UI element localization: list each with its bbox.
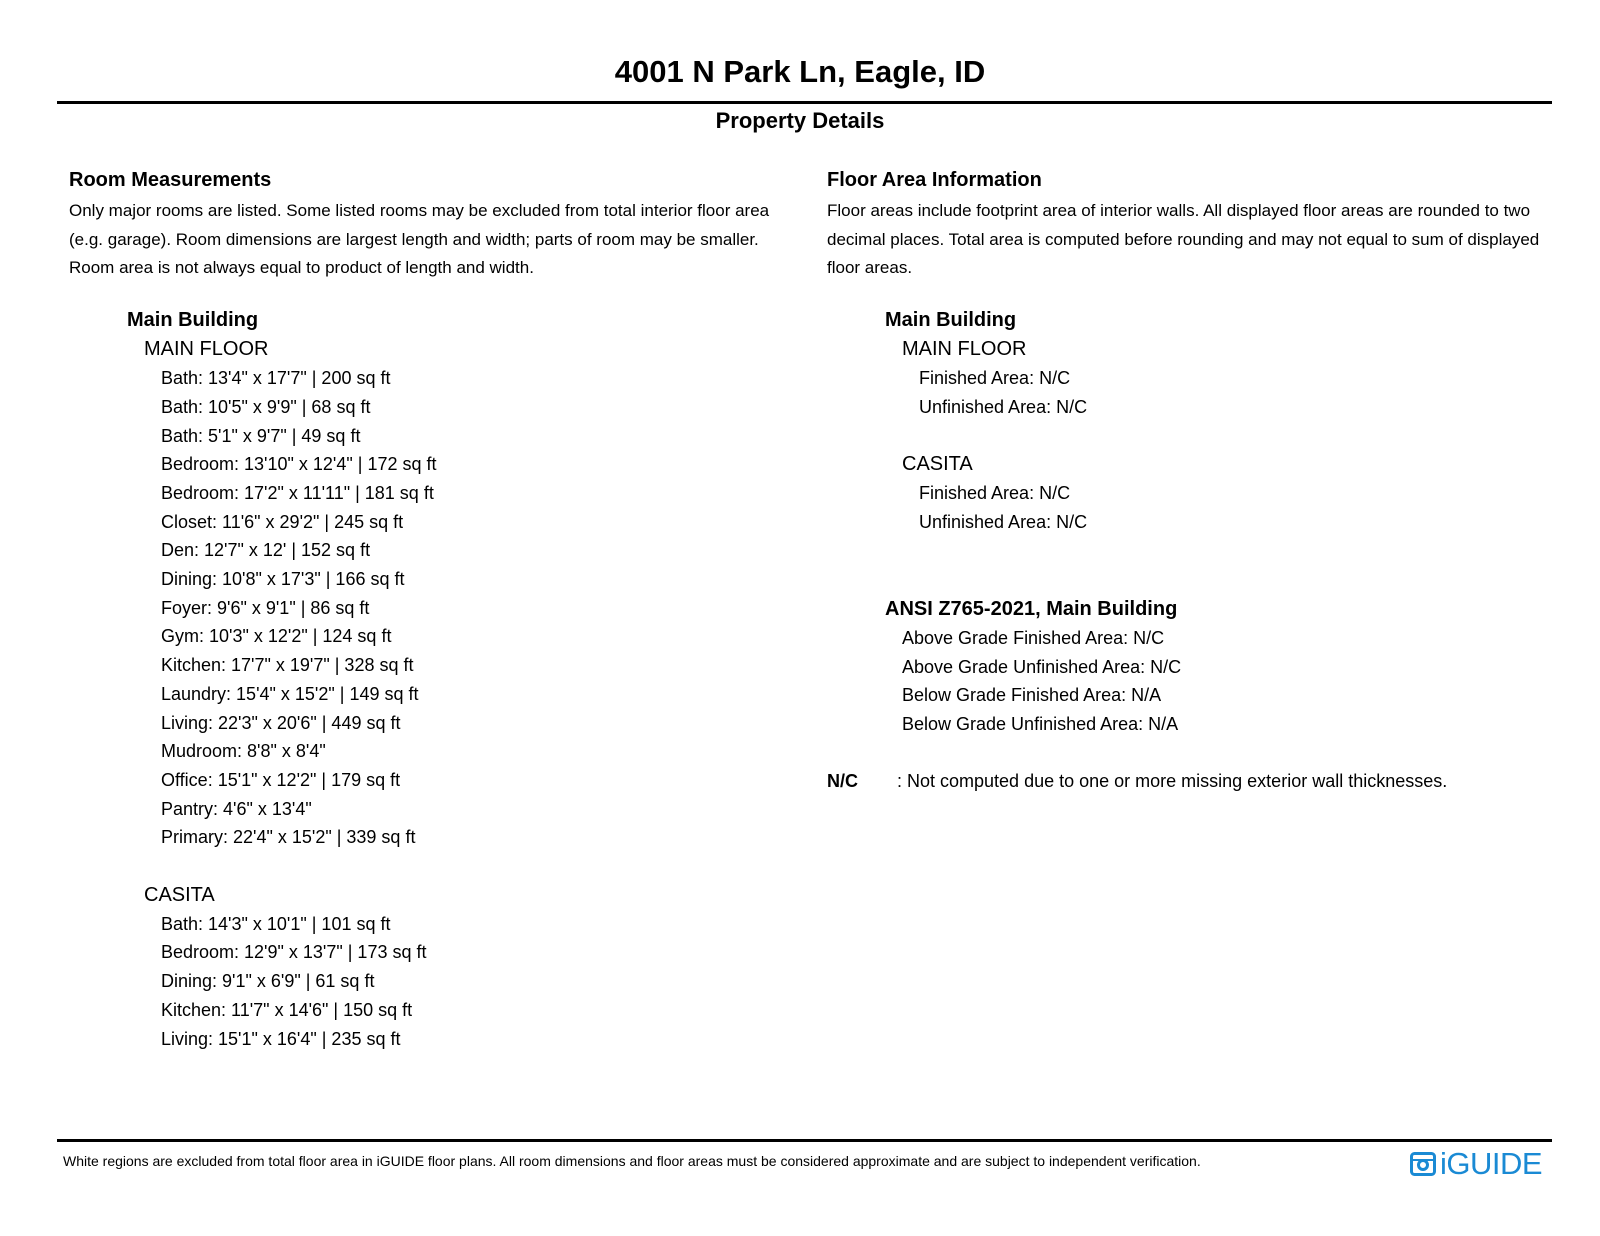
footer-divider [57,1139,1552,1142]
floor-area-description [827,197,1567,283]
room-list-main-floor [69,364,789,852]
description-line: Only major rooms are listed. Some listed rooms may be excluded from total interior floor area [69,201,770,220]
spacer [69,852,789,881]
spacer [827,422,1567,451]
header-divider [57,101,1552,104]
nc-footnote-key: N/C [827,771,858,792]
floor-heading-main-floor: MAIN FLOOR [902,338,1027,361]
description-line: Floor areas include footprint area of interior walls. All displayed floor areas are rounded to two [827,201,1531,220]
building-heading: Main Building [885,309,1017,332]
ansi-row: Above Grade Finished Area: N/C [902,627,1165,648]
room-row: Foyer: 9'6" x 9'1" | 86 sq ft [161,597,370,618]
room-row: Laundry: 15'4" x 15'2" | 149 sq ft [161,683,419,704]
room-measurements-heading: Room Measurements [69,169,272,191]
room-row: Office: 15'1" x 12'2" | 179 sq ft [161,769,401,790]
iguide-logo [1410,1148,1542,1180]
finished-area: Finished Area: N/C [919,483,1071,504]
spacer [827,565,1567,594]
room-row: Bath: 14'3" x 10'1" | 101 sq ft [161,913,391,934]
room-row: Den: 12'7" x 12' | 152 sq ft [161,540,371,561]
room-row: Mudroom: 8'8" x 8'4" [161,741,326,762]
description-line: (e.g. garage). Room dimensions are largest length and width; parts of room may be smaller. [69,229,759,249]
unfinished-area: Unfinished Area: N/C [919,511,1088,532]
room-row: Dining: 10'8" x 17'3" | 166 sq ft [161,569,405,590]
room-row: Bath: 13'4" x 17'7" | 200 sq ft [161,368,391,389]
room-row: Living: 22'3" x 20'6" | 449 sq ft [161,712,401,733]
room-row: Dining: 9'1" x 6'9" | 61 sq ft [161,971,375,992]
room-row: Bedroom: 13'10" x 12'4" | 172 sq ft [161,454,437,475]
building-heading: Main Building [127,309,259,332]
footer-disclaimer: White regions are excluded from total floor area in iGUIDE floor plans. All room dimensions and floor areas must be considered approximate and are subject to independent verification. [63,1153,1201,1169]
spacer [827,537,1567,566]
room-row: Living: 15'1" x 16'4" | 235 sq ft [161,1028,401,1049]
spacer [827,739,1567,768]
room-measurements-description [69,197,789,283]
floor-area-section [827,163,1567,796]
description-line: decimal places. Total area is computed before rounding and may not equal to sum of displayed [827,229,1540,249]
ansi-row: Below Grade Unfinished Area: N/A [902,714,1179,735]
description-line: floor areas. [827,258,913,278]
page-subtitle: Property Details [715,108,885,133]
room-row: Bath: 5'1" x 9'7" | 49 sq ft [161,425,361,446]
room-row: Bath: 10'5" x 9'9" | 68 sq ft [161,396,371,417]
room-row: Bedroom: 12'9" x 13'7" | 173 sq ft [161,942,427,963]
nc-footnote [827,767,1567,796]
room-row: Closet: 11'6" x 29'2" | 245 sq ft [161,511,404,532]
description-line: Room area is not always equal to product of length and width. [69,258,534,278]
ansi-row: Below Grade Finished Area: N/A [902,685,1162,706]
nc-footnote-text: : Not computed due to one or more missing exterior wall thicknesses. [897,771,1448,792]
floor-heading-main-floor: MAIN FLOOR [144,338,269,361]
camera-icon [1410,1152,1436,1176]
floor-area-heading: Floor Area Information [827,169,1042,191]
logo-text: iGUIDE [1440,1146,1543,1181]
unfinished-area: Unfinished Area: N/C [919,396,1088,417]
room-measurements-section [69,163,789,1053]
room-row: Pantry: 4'6" x 13'4" [161,798,312,819]
room-row: Primary: 22'4" x 15'2" | 339 sq ft [161,827,416,848]
room-row: Gym: 10'3" x 12'2" | 124 sq ft [161,626,392,647]
ansi-row: Above Grade Unfinished Area: N/C [902,656,1182,677]
floor-heading-casita: CASITA [144,883,215,906]
finished-area: Finished Area: N/C [919,368,1071,389]
room-row: Kitchen: 17'7" x 19'7" | 328 sq ft [161,655,414,676]
floor-heading-casita: CASITA [902,453,973,476]
room-list-casita [69,910,789,1054]
ansi-heading: ANSI Z765-2021, Main Building [885,597,1178,620]
room-row: Kitchen: 11'7" x 14'6" | 150 sq ft [161,999,413,1020]
page-title: 4001 N Park Ln, Eagle, ID [614,54,986,89]
room-row: Bedroom: 17'2" x 11'11" | 181 sq ft [161,482,434,503]
